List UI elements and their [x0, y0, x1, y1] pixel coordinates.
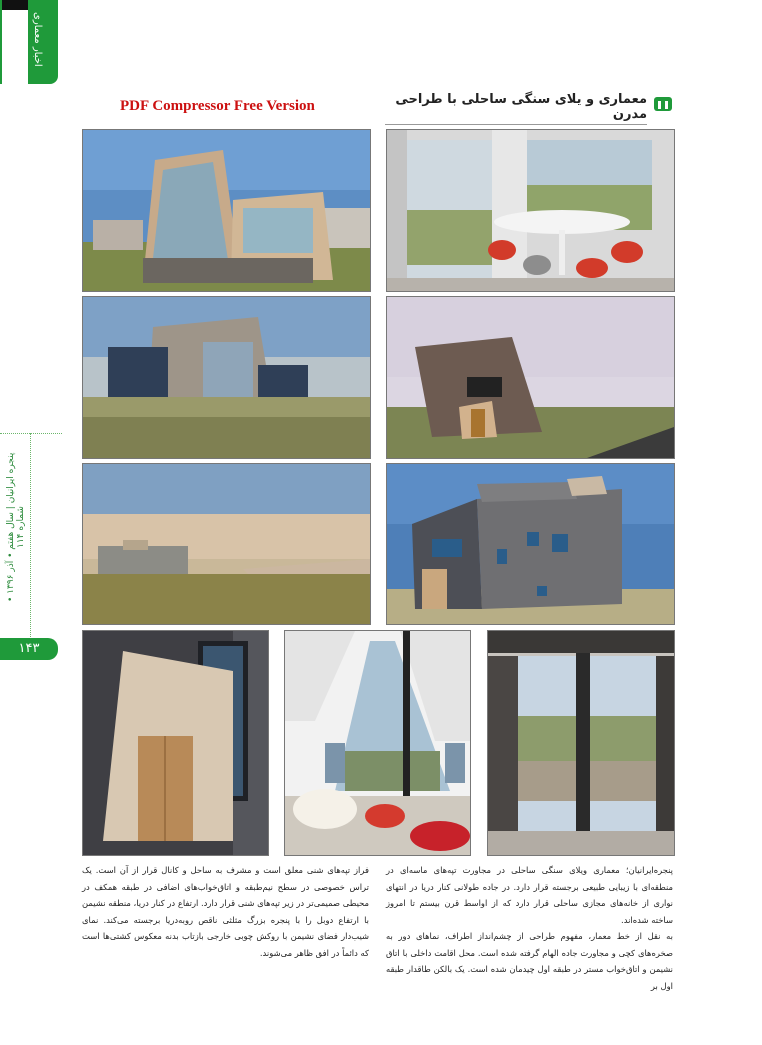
text-column-right [386, 862, 673, 994]
article-title: معماری و یلای سنگی ساحلی با طراحی مدرن [385, 92, 647, 125]
page-number: ۱۴۳ [0, 638, 58, 660]
photo-brick-house-corner [386, 463, 675, 625]
paragraph: فراز تپه‌های شنی معلق است و مشرف به ساحل و کانال قرار از آن است. یک تراس خصوصی در سطح نیم‌طبقه و اتاق‌خواب‌های اضافی در طبقه همکف در محیطی صمیمی‌تر در زیر تپه‌های شنی قرار دارد. ارتفاع در کنار دریا، منطقه نشیمن با ارتفاع دوبل را با پنجره بزرگ مثلثی ناقص روبه‌دریا برجسته می‌کند. نمای شیب‌دار فضای نشیمن با روکش چوبی خارجی بازتاب بدنه معکوس کشتی‌ها است که دائماً در افق ظاهر می‌شوند. [82, 865, 369, 958]
photo-brick-house-side [386, 296, 675, 459]
tab-edge-line [0, 0, 2, 84]
photo-dunes-house-dusk [82, 296, 371, 459]
corner-black-bar [0, 0, 28, 10]
photo-wooden-door-entrance [82, 630, 269, 856]
margin-vertical-divider [30, 433, 31, 653]
photo-house-on-beach [82, 463, 371, 625]
pdf-watermark: PDF Compressor Free Version [120, 98, 315, 114]
magazine-logo-icon [652, 95, 674, 113]
photo-interior-dining-sea-view [386, 129, 675, 292]
text-column-left [82, 862, 369, 961]
section-tab [28, 0, 58, 84]
paragraph: به نقل از خط معمار، مفهوم طراحی از چشم‌انداز اطراف، نماهای دور به صخره‌های کچی و مجاورت جاده الهام گرفته شده است. محل اقامت داخلی با اتاق نشیمن و اتاق‌خواب مستر در طبقه اول چیدمان شده است. یک بالکن طاقدار طبقه اول بر [386, 931, 673, 991]
photo-exterior-wood-facade [82, 129, 371, 292]
photo-corner-window-balcony [487, 630, 675, 856]
journal-info: پنجره ایرانیان | سال هفتم • آذر ۱۳۹۶ • شماره ۱۱۴ [6, 452, 26, 603]
section-tab-label: اخبار معماری [32, 12, 43, 67]
margin-divider [0, 433, 62, 434]
paragraph: پنجره‌ایرانیان؛ معماری ویلای سنگی ساحلی در مجاورت تپه‌های ماسه‌ای در منطقه‌ای با زیبایی طبیعی برجسته قرار دارد. در جاده طولانی کنار دریا در انتهای نواری از خانه‌های مجازی ساحلی قرار دارد که از اواسط قرن بیستم تا امروز ساخته شده‌اند. [386, 865, 673, 925]
photo-interior-lounge-high-window [284, 630, 471, 856]
